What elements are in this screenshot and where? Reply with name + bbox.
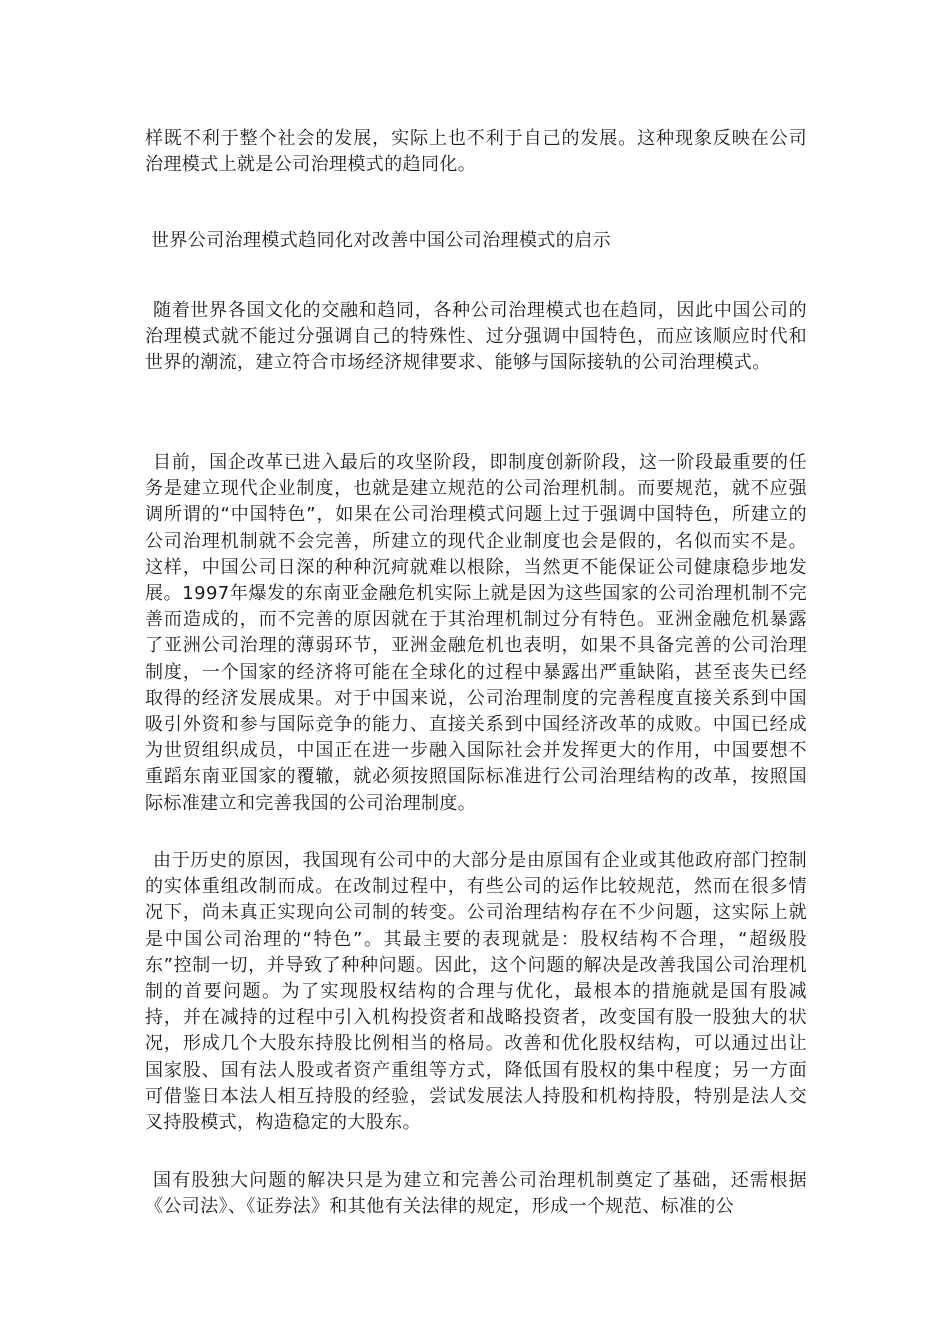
body-paragraph: 目前，国企改革已进入最后的攻坚阶段，即制度创新阶段，这一阶段最重要的任务是建立现代企业制度，也就是建立规范的公司治理机制。而要规范，就不应强调所谓的“中国特色”，如果在公司治理模式问题上过于强调中国特色，所建立的公司治理机制就不会完善，所建立的现代企业制度也会是假的，名似而实不是。这样，中国公司日深的种种沉疴就难以根除，当然更不能保证公司健康稳步地发展。1997年爆发的东南亚金融危机实际上就是因为这些国家的公司治理机制不完善而造成的，而不完善的原因就在于其治理机制过分有特色。亚洲金融危机暴露了亚洲公司治理的薄弱环节，亚洲金融危机也表明，如果不具备完善的公司治理制度，一个国家的经济将可能在全球化的过程中暴露出严重缺陷，甚至丧失已经取得的经济发展成果。对于中国来说，公司治理制度的完善程度直接关系到中国吸引外资和参与国际竞争的能力、直接关系到中国经济改革的成败。中国已经成为世贸组织成员，中国正在进一步融入国际社会并发挥更大的作用，中国要想不重蹈东南亚国家的覆辙，就必须按照国际标准进行公司治理结构的改革，按照国际标准建立和完善我国的公司治理制度。	[145, 452, 807, 814]
section-heading: 世界公司治理模式趋同化对改善中国公司治理模式的启示	[151, 230, 611, 251]
body-paragraph: 国有股独大问题的解决只是为建立和完善公司治理机制奠定了基础，还需根据《公司法》、《证券法》和其他有关法律的规定，形成一个规范、标准的公	[145, 1170, 807, 1218]
body-paragraph: 随着世界各国文化的交融和趋同，各种公司治理模式也在趋同，因此中国公司的治理模式就不能过分强调自己的特殊性、过分强调中国特色，而应该顺应时代和世界的潮流，建立符合市场经济规律要求、能够与国际接轨的公司治理模式。	[145, 300, 807, 374]
body-paragraph: 由于历史的原因，我国现有公司中的大部分是由原国有企业或其他政府部门控制的实体重组改制而成。在改制过程中，有些公司的运作比较规范，然而在很多情况下，尚未真正实现向公司制的转变。公司治理结构存在不少问题，这实际上就是中国公司治理的“特色”。其最主要的表现就是：股权结构不合理，“超级股东”控制一切，并导致了种种问题。因此，这个问题的解决是改善我国公司治理机制的首要问题。为了实现股权结构的合理与优化，最根本的措施就是国有股减持，并在减持的过程中引入机构投资者和战略投资者，改变国有股一股独大的状况，形成几个大股东持股比例相当的格局。改善和优化股权结构，可以通过出让国家股、国有法人股或者资产重组等方式，降低国有股权的集中程度；另一方面可借鉴日本法人相互持股的经验，尝试发展法人持股和机构持股，特别是法人交叉持股模式，构造稳定的大股东。	[145, 850, 807, 1134]
body-paragraph: 样既不利于整个社会的发展，实际上也不利于自己的发展。这种现象反映在公司治理模式上就是公司治理模式的趋同化。	[145, 128, 807, 176]
